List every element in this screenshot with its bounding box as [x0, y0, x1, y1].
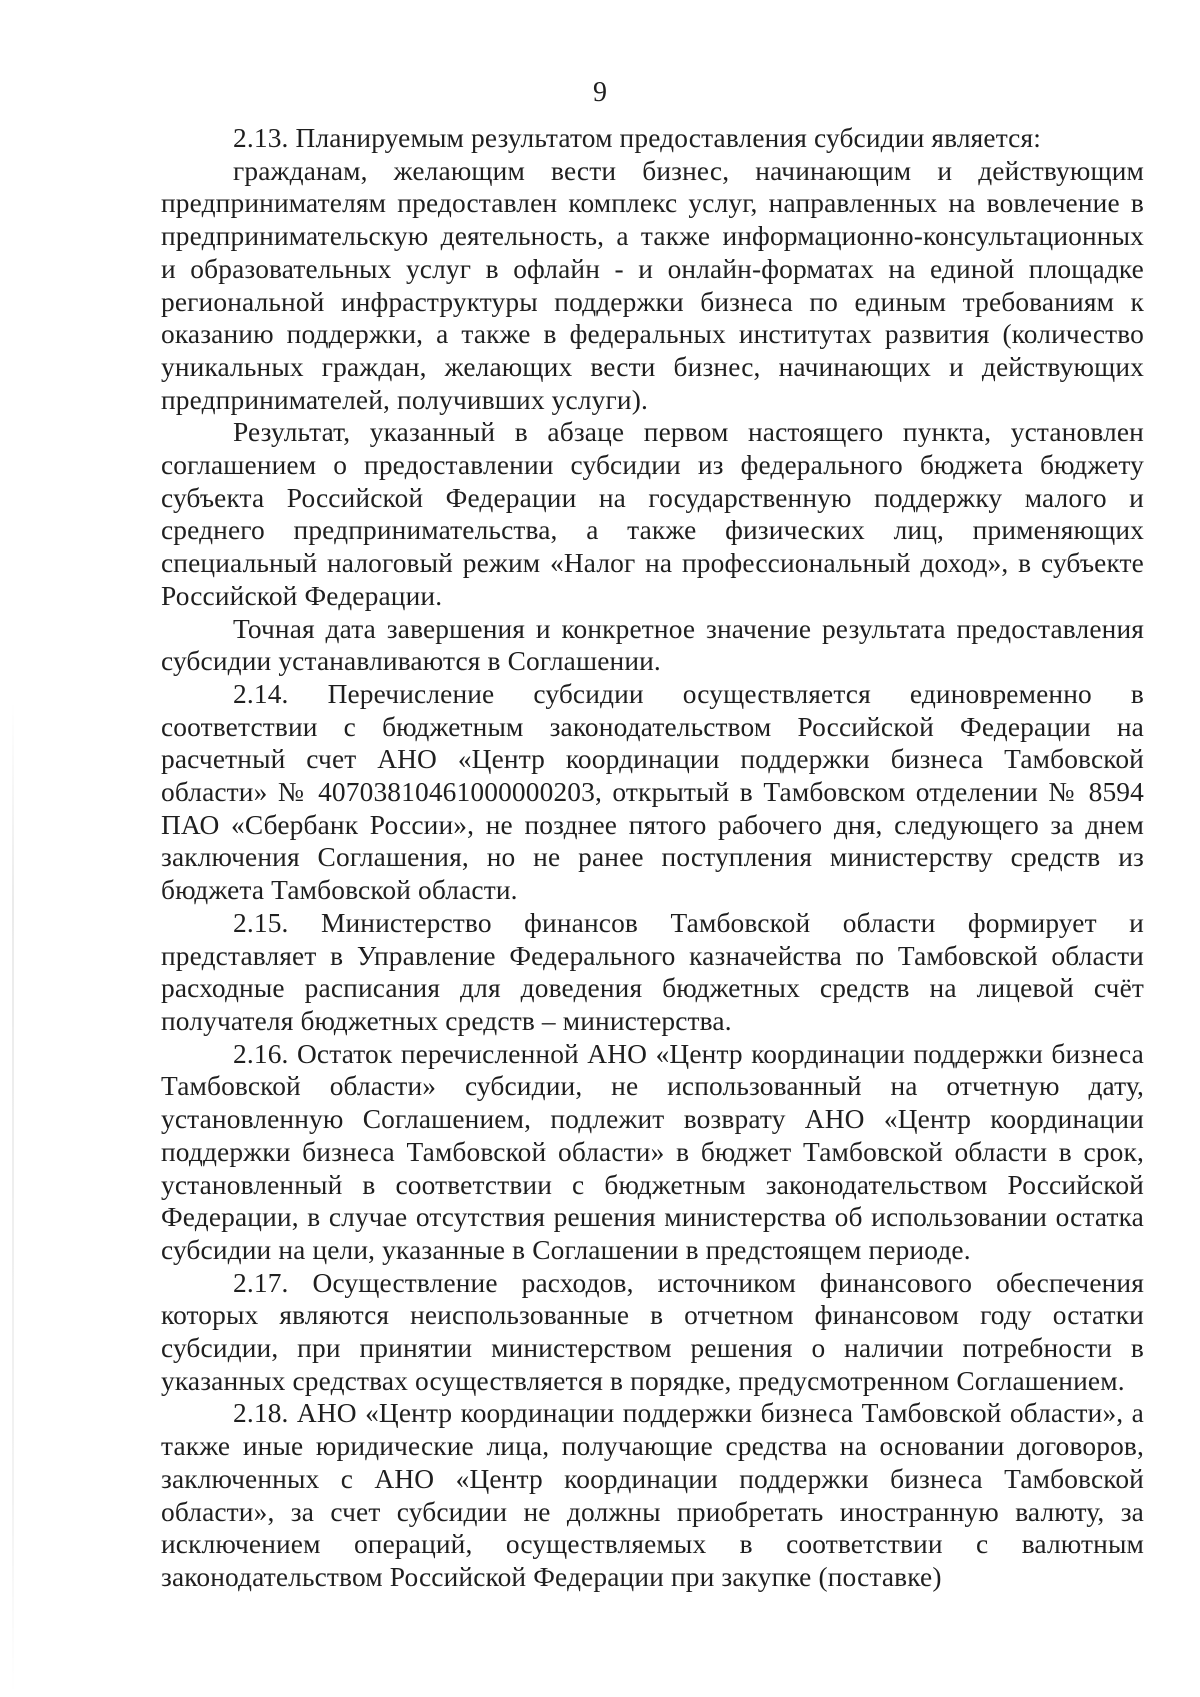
paragraph-2-13-result: гражданам, желающим вести бизнес, начинающим и действующим предпринимателям предоставлен комплекс услуг, направленных на вовлечение в предпринимательскую деятельность, а также информационно-консультационных и образовательных услуг в офлайн - и онлайн-форматах на единой площадке региональной инфраструктуры поддержки бизнеса по единым требованиям к оказанию поддержки, а также в федеральных институтах развития (количество уникальных граждан, желающих вести бизнес, начинающих и действующих предпринимателей, получивших услуги).: [161, 155, 1144, 415]
paragraph-2-14: 2.14. Перечисление субсидии осуществляется единовременно в соответствии с бюджетным законодательством Российской Федерации на расчетный счет АНО «Центр координации поддержки бизнеса Тамбовской области» № 40703810461000000203, открытый в Тамбовском отделении № 8594 ПАО «Сбербанк России», не позднее пятого рабочего дня, следующего за днем заключения Соглашения, но не ранее поступления министерству средств из бюджета Тамбовской области.: [161, 678, 1144, 906]
paragraph-2-13-date: Точная дата завершения и конкретное значение результата предоставления субсидии устанавливаются в Соглашении.: [161, 613, 1144, 677]
paragraph-2-18: 2.18. АНО «Центр координации поддержки бизнеса Тамбовской области», а также иные юридические лица, получающие средства на основании договоров, заключенных с АНО «Центр координации поддержки бизнеса Тамбовской области», за счет субсидии не должны приобретать иностранную валюту, за исключением операций, осуществляемых в соответствии с валютным законодательством Российской Федерации при закупке (поставке): [161, 1398, 1144, 1592]
paragraph-2-15: 2.15. Министерство финансов Тамбовской области формирует и представляет в Управление Федерального казначейства по Тамбовской области расходные расписания для доведения бюджетных средств на лицевой счёт получателя бюджетных средств – министерства.: [161, 907, 1144, 1036]
paragraph-2-13: 2.13. Планируемым результатом предоставления субсидии является:: [233, 123, 1041, 153]
paragraph-2-17: 2.17. Осуществление расходов, источником финансового обеспечения которых являются неиспользованные в отчетном финансовом году остатки субсидии, при принятии министерством решения о наличии потребности в указанных средствах осуществляется в порядке, предусмотренном Соглашением.: [161, 1267, 1144, 1396]
paragraph-2-16: 2.16. Остаток перечисленной АНО «Центр координации поддержки бизнеса Тамбовской области» субсидии, не использованный на отчетную дату, установленную Соглашением, подлежит возврату АНО «Центр координации поддержки бизнеса Тамбовской области» в бюджет Тамбовской области в срок, установленный в соответствии с бюджетным законодательством Российской Федерации, в случае отсутствия решения министерства об использовании остатка субсидии на цели, указанные в Соглашении в предстоящем периоде.: [161, 1038, 1144, 1265]
scan-edge-shadow: [12, 700, 14, 1697]
document-body: [161, 122, 1144, 1594]
page-number: 9: [593, 77, 607, 108]
paragraph-2-13-agreement: Результат, указанный в абзаце первом настоящего пункта, установлен соглашением о предоставлении субсидии из федерального бюджета бюджету субъекта Российской Федерации на государственную поддержку малого и среднего предпринимательства, а также физических лиц, применяющих специальный налоговый режим «Налог на профессиональный доход», в субъекте Российской Федерации.: [161, 417, 1144, 611]
